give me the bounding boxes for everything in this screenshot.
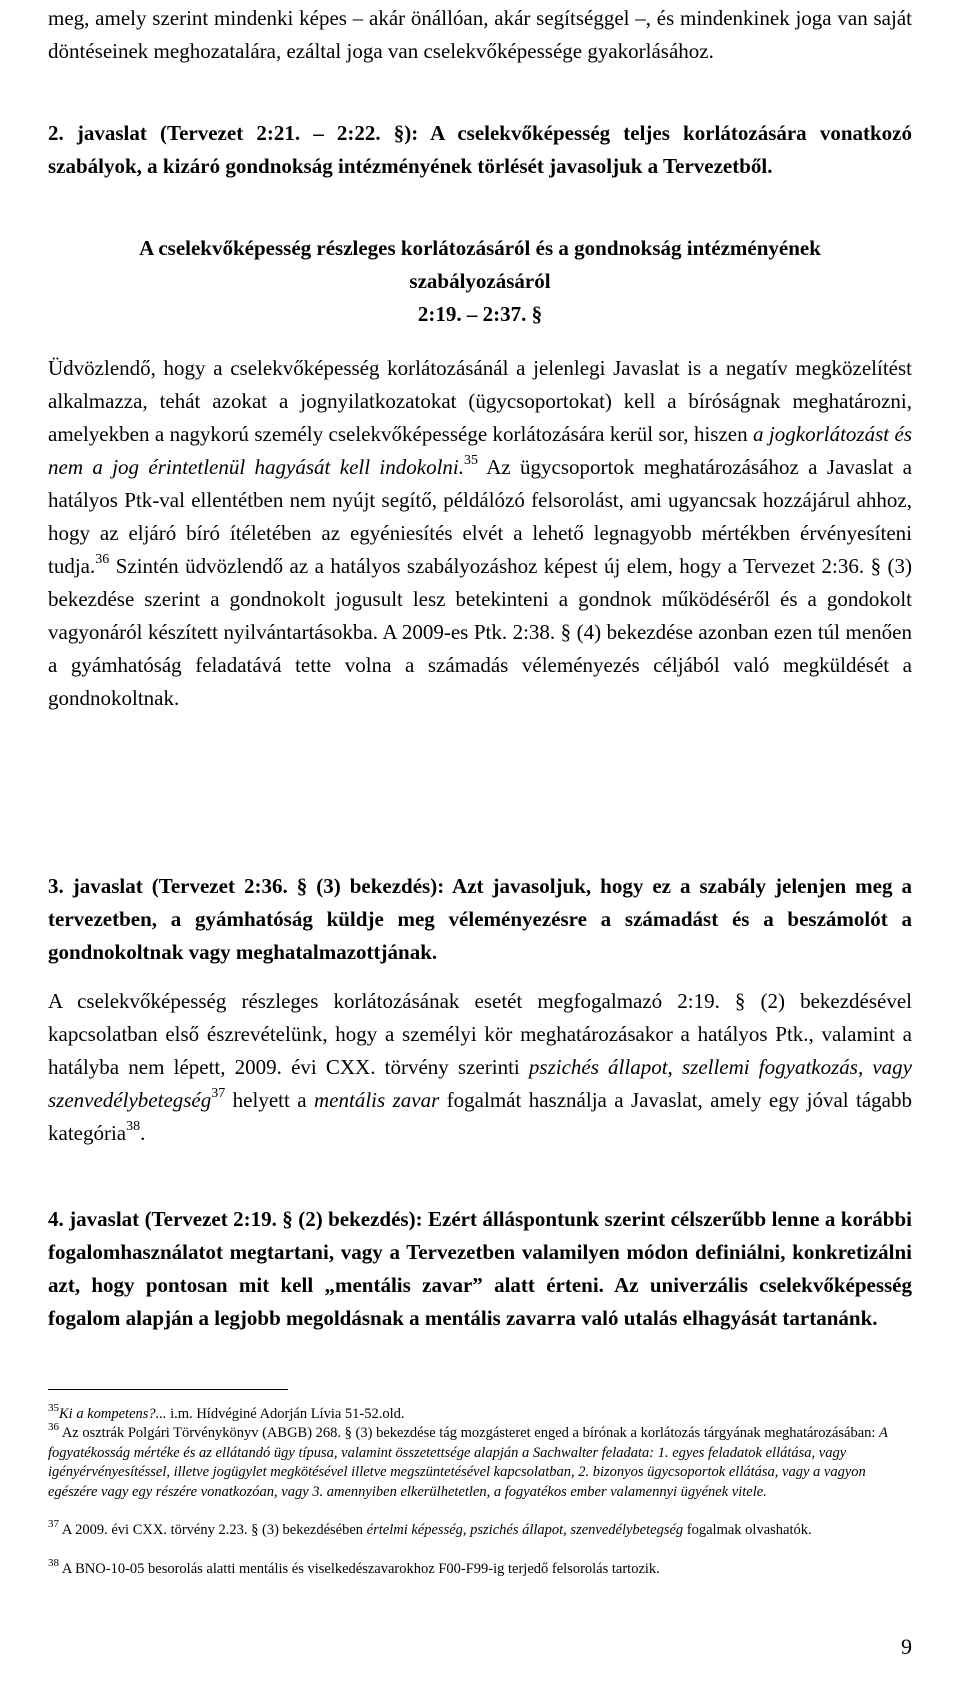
paragraph-continuation: meg, amely szerint mindenki képes – akár önállóan, akár segítséggel –, és mindenkinek joga van saját döntéseinek meghozatalára, ezáltal joga van cselekvőképessége gyakorlásához. <box>48 6 912 63</box>
text-run: A cselekvőképesség részleges korlátozásának esetét megfogalmazó 2:19. § (2) bekezdésével kapcsolatban első észrevételünk, hogy a személyi kör meghatározásakor a hatályos Ptk., valamint a hatályba nem lépett, 2009. évi CXX. törvény szerinti <box>48 989 912 1079</box>
text-run: Az ügycsoportok meghatározásához a Javaslat a hatályos Ptk-val ellentétben nem nyújt segítő, példálózó felsorolást, ami ugyancsak hozzájárul ahhoz, hogy az eljáró bíró ítéletében az egyéniesítés elvét a lehető legnagyobb mértékben érvényesíteni tudja. <box>48 455 912 578</box>
italic-run: pszichés állapot, szellemi fogyatkozás, vagy szenvedélybetegség <box>48 1055 912 1112</box>
italic-run: a jogkorlátozást és nem a jog érintetlenül hagyását kell indokolni. <box>48 422 912 479</box>
text-run: fogalmak olvashatók. <box>683 1522 812 1538</box>
paragraph-definition <box>48 985 912 1150</box>
text-run: Az osztrák Polgári Törvénykönyv (ABGB) 268. § (3) bekezdése tág mozgásteret enged a bírónak a korlátozás tárgyának meghatározásában: <box>59 1425 880 1441</box>
paragraph-main <box>48 352 912 715</box>
footnote-ref-37[interactable]: 37 <box>211 1086 226 1101</box>
footnote-number: 37 <box>48 1518 59 1531</box>
footnote-36 <box>48 1421 912 1502</box>
section-heading-line-2: szabályozásáról <box>409 269 551 293</box>
footnote-number: 38 <box>48 1557 59 1570</box>
footnote-38 <box>48 1557 912 1580</box>
italic-run: Ki a kompetens?... <box>59 1406 167 1422</box>
text-run: A 2009. évi CXX. törvény 2.23. § (3) bekezdésében <box>59 1522 367 1538</box>
text-run: Üdvözlendő, hogy a cselekvőképesség korlátozásánál a jelenlegi Javaslat is a negatív megközelítést alkalmazza, tehát azokat a jognyilatkozatokat (ügycsoportokat) kell a bíróságnak meghatározni, amelyekben a nagykorú személy cselekvőképessége korlátozására kerül sor, hiszen <box>48 356 912 446</box>
text-run: A BNO-10-05 besorolás alatti mentális és viselkedészavarokhoz F00-F99-ig terjedő felsorolás tartozik. <box>59 1561 660 1577</box>
page-number: 9 <box>901 1634 912 1659</box>
footnote-number: 36 <box>48 1421 59 1434</box>
footnote-separator <box>48 1389 288 1390</box>
text-run: fogalmát használja a Javaslat, amely egy jóval tágabb kategória <box>48 1088 913 1145</box>
text-run: . <box>140 1121 146 1145</box>
proposal-3: 3. javaslat (Tervezet 2:36. § (3) bekezdés): Azt javasoljuk, hogy ez a szabály jelenjen meg a tervezetben, a gyámhatóság küldje meg véleményezésre a számadást és a beszámolót a gondnokoltnak vagy meghatalmazottjának. <box>48 874 912 964</box>
footnote-ref-35[interactable]: 35 <box>464 453 478 468</box>
proposal-4: 4. javaslat (Tervezet 2:19. § (2) bekezdés): Ezért álláspontunk szerint célszerűbb lenne a korábbi fogalomhasználatot megtartani, vagy a Tervezetben valamilyen módon definiálni, konkretizálni azt, hogy pontosan mit kell „mentális zavar” alatt érteni. Az univerzális cselekvőképesség fogalom alapján a legjobb megoldásnak a mentális zavarra való utalás elhagyását tartanánk. <box>48 1207 912 1330</box>
footnote-37 <box>48 1518 912 1541</box>
text-run: helyett a <box>225 1088 314 1112</box>
section-heading-line-1: A cselekvőképesség részleges korlátozásáról és a gondnokság intézményének <box>139 236 821 260</box>
section-heading <box>48 232 912 331</box>
footnote-ref-36[interactable]: 36 <box>95 552 110 567</box>
text-run: Szintén üdvözlendő az a hatályos szabályozáshoz képest új elem, hogy a Tervezet 2:36. § (3) bekezdése szerint a gondnokolt jogusult lesz betekinteni a gondnok működéséről és a gondokolt vagyonáról készített nyilvántartásokba. A 2009-es Ptk. 2:38. § (4) bekezdése azonban ezen túl menően a gyámhatóság feladatává tette volna a számadás véleményezés céljából való megküldését a gondnokoltnak. <box>48 554 912 710</box>
footnote-ref-38[interactable]: 38 <box>126 1119 141 1134</box>
section-heading-line-3: 2:19. – 2:37. § <box>417 302 543 326</box>
footnote-number: 35 <box>48 1402 59 1415</box>
footnote-35 <box>48 1402 912 1425</box>
italic-run: értelmi képesség, pszichés állapot, szenvedélybetegség <box>366 1522 684 1538</box>
italic-run: mentális zavar <box>314 1088 440 1112</box>
italic-run: A fogyatékosság mértéke és az ellátandó ügy típusa, valamint összetettsége alapján a Sachwalter feladata: 1. egyes feladatok ellátása, vagy igényérvényesítéssel, illetve jogügylet megkötésével illetve megszüntetésével kapcsolatban, 2. bizonyos ügycsoportok ellátása, vagy a vagyon egészére vagy egy részére vonatkozóan, vagy 3. amennyiben elkerülhetetlen, a fogyatékos ember valamennyi ügyének vitele. <box>48 1425 888 1500</box>
proposal-2: 2. javaslat (Tervezet 2:21. – 2:22. §): A cselekvőképesség teljes korlátozására vonatkozó szabályok, a kizáró gondnokság intézményének törlését javasoljuk a Tervezetből. <box>48 121 912 178</box>
text-run: i.m. Hídvéginé Adorján Lívia 51-52.old. <box>166 1406 405 1422</box>
